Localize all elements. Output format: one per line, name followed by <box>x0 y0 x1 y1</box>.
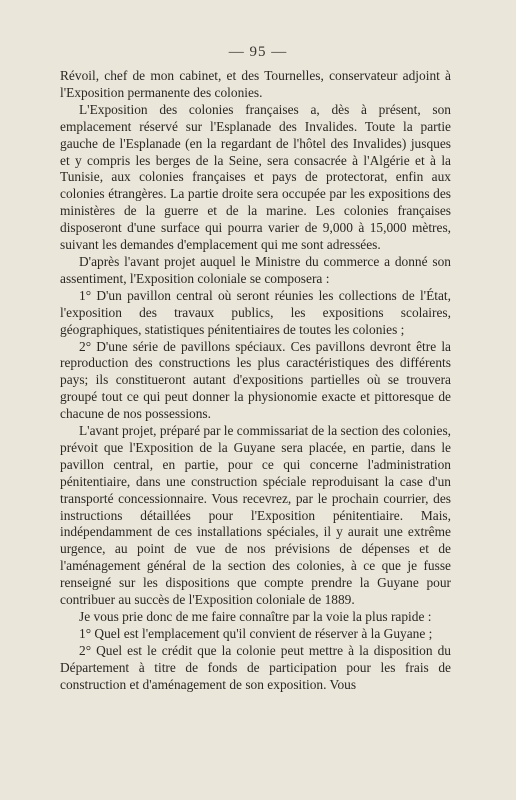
paragraph: L'Exposition des colonies françaises a, dès à présent, son emplacement réservé sur l'Esplanade des Invalides. Toute la partie gauche de l'Esplanade (en la regardant de l'hôtel des Invalides) jusques et y compris les berges de la Seine, sera consacrée à l'Algérie et à la Tunisie, aux colonies françaises et pays de protectorat, enfin aux colonies étrangères. La partie droite sera occupée par les expositions des ministères de la guerre et de la marine. Les colonies françaises disposeront d'une surface qui pourra varier de 9,000 à 15,000 mètres, suivant les demandes d'emplacement qui me sont adressées. <box>60 101 451 253</box>
paragraph: L'avant projet, préparé par le commissariat de la section des colonies, prévoit que l'Exposition de la Guyane sera placée, en partie, dans le pavillon central, en partie, pour ce qui concerne l'administration pénitentiaire, dans une construction spéciale reproduisant la case d'un transporté concessionnaire. Vous recevrez, par le prochain courrier, des instructions détaillées pour l'Exposition pénitentiaire. Mais, indépendamment de ces installations spéciales, il y aurait une extrême urgence, au point de vue de nos prévisions de dépenses et de l'aménagement général de la section des colonies, à ce que je fusse renseigné sur les dispositions que compte prendre la Guyane pour contribuer au succès de l'Exposition coloniale de 1889. <box>60 423 452 608</box>
paragraph: 2° Quel est le crédit que la colonie peut mettre à la disposition du Département à titre de fonds de participation pour les frais de construction et d'aménagement de son exposition. Vous <box>60 642 451 692</box>
paragraph: Révoil, chef de mon cabinet, et des Tournelles, conservateur adjoint à l'Exposition permanente des colonies. <box>60 68 451 100</box>
body-text <box>60 68 451 694</box>
paragraph: 1° D'un pavillon central où seront réunies les collections de l'État, l'exposition des travaux publics, les expositions scolaires, géographiques, statistiques pénitentiaires de toutes les colonies ; <box>60 287 451 337</box>
paragraph: 1° Quel est l'emplacement qu'il convient de réserver à la Guyane ; <box>79 625 433 641</box>
page-number: — 95 — <box>228 44 288 60</box>
paragraph: 2° D'une série de pavillons spéciaux. Ces pavillons devront être la reproduction des constructions les plus caractéristiques des différents pays; ils constitueront autant d'expositions partielles où se trouvera groupé tout ce qui peut donner la physionomie exacte et pittoresque de chacune de nos possessions. <box>60 338 451 422</box>
paragraph: D'après l'avant projet auquel le Ministre du commerce a donné son assentiment, l'Exposition coloniale se composera : <box>60 253 451 286</box>
paragraph: Je vous prie donc de me faire connaître par la voie la plus rapide : <box>79 609 432 624</box>
